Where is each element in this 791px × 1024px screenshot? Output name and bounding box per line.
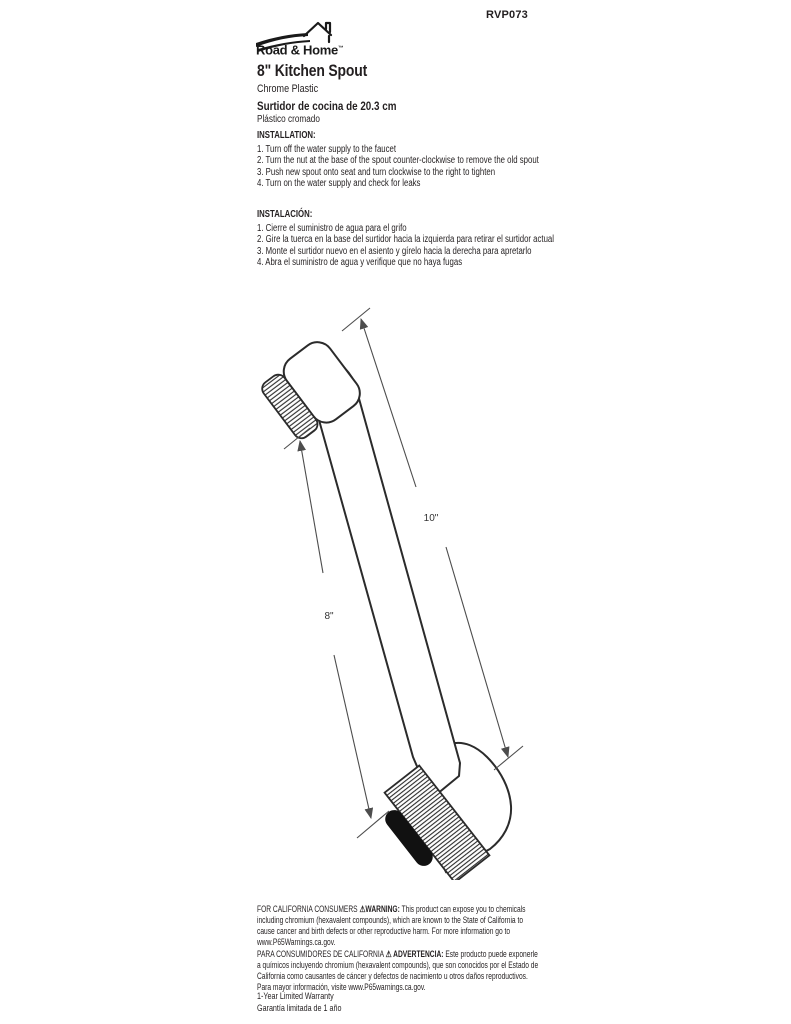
spout-tube: [318, 356, 460, 799]
warning-triangle-icon: ⚠: [359, 904, 366, 914]
house-icon: [304, 23, 331, 42]
product-title-en: 8" Kitchen Spout: [257, 61, 368, 80]
installation-instructions-es: [257, 209, 616, 269]
prop65-warnings: [257, 904, 541, 994]
brand-name: [256, 43, 343, 58]
brand-logo: [256, 21, 360, 59]
installation-step: 3. Monte el surtidor nuevo en el asiento y gírelo hacia la derecha para apretarlo: [257, 245, 532, 257]
part-number: RVP073: [486, 9, 528, 21]
product-diagram: [250, 295, 560, 880]
installation-step: 4. Turn on the water supply and check for leaks: [257, 178, 421, 190]
dimension-line: [446, 547, 508, 757]
product-title-es: Surtidor de cocina de 20.3 cm: [257, 99, 397, 113]
warranty-es: Garantía limitada de 1 año: [257, 1002, 342, 1013]
warning-label-es: ADVERTENCIA:: [393, 949, 444, 959]
brand-trademark: ™: [337, 45, 344, 52]
dimension-line: [300, 441, 323, 573]
warning-triangle-icon: ⚠: [385, 949, 392, 959]
warning-text-es: Este producto puede exponerle a químicos incluyendo chromium (hexavalent compounds), que son conocidos por el Estado de California como causantes de cáncer y defectos de nacimiento u otros daños reproductivos. Para mayor información, visite www.P65warnings.ca.gov.: [257, 949, 539, 992]
warranty-block: [257, 991, 616, 1014]
dimension-label-overall: 10": [423, 513, 439, 524]
dimension-line: [334, 655, 371, 818]
installation-step: 1. Cierre el suministro de agua para el grifo: [257, 222, 407, 234]
dimension-label-spout: 8": [324, 611, 334, 622]
dimension-tick: [342, 308, 370, 331]
prop65-warning-es: [257, 949, 541, 993]
prop65-warning-en: [257, 904, 541, 948]
warning-text-en: This product can expose you to chemicals including chromium (hexavalent compounds), which are known to the State of California to cause cancer and birth defects or other reproductive harm. For more information go to www.P65Warnings.ca.gov.: [257, 904, 526, 947]
dimension-tick: [357, 811, 389, 838]
warning-prefix-es: PARA CONSUMIDORES DE CALIFORNIA: [257, 949, 384, 959]
installation-step: 2. Turn the nut at the base of the spout counter-clockwise to remove the old spout: [257, 155, 539, 167]
installation-step: 4. Abra el suministro de agua y verifique que no haya fugas: [257, 257, 463, 269]
installation-step: 1. Turn off the water supply to the faucet: [257, 143, 397, 155]
installation-heading-en: INSTALLATION:: [257, 130, 316, 141]
dimension-tick: [494, 746, 523, 770]
installation-heading-es: INSTALACIÓN:: [257, 209, 313, 220]
warranty-en: 1-Year Limited Warranty: [257, 991, 334, 1001]
installation-step: 3. Push new spout onto seat and turn clockwise to the right to tighten: [257, 166, 496, 178]
warning-label-en: WARNING:: [365, 904, 400, 914]
installation-step: 2. Gire la tuerca en la base del surtidor hacia la izquierda para retirar el surtidor actual: [257, 234, 554, 246]
warning-prefix-en: FOR CALIFORNIA CONSUMERS: [257, 904, 358, 914]
brand-name-text: Road & Home: [256, 42, 338, 58]
installation-instructions-en: [257, 130, 616, 190]
product-subtitle-en: Chrome Plastic: [257, 83, 319, 95]
product-subtitle-es: Plástico cromado: [257, 114, 320, 125]
